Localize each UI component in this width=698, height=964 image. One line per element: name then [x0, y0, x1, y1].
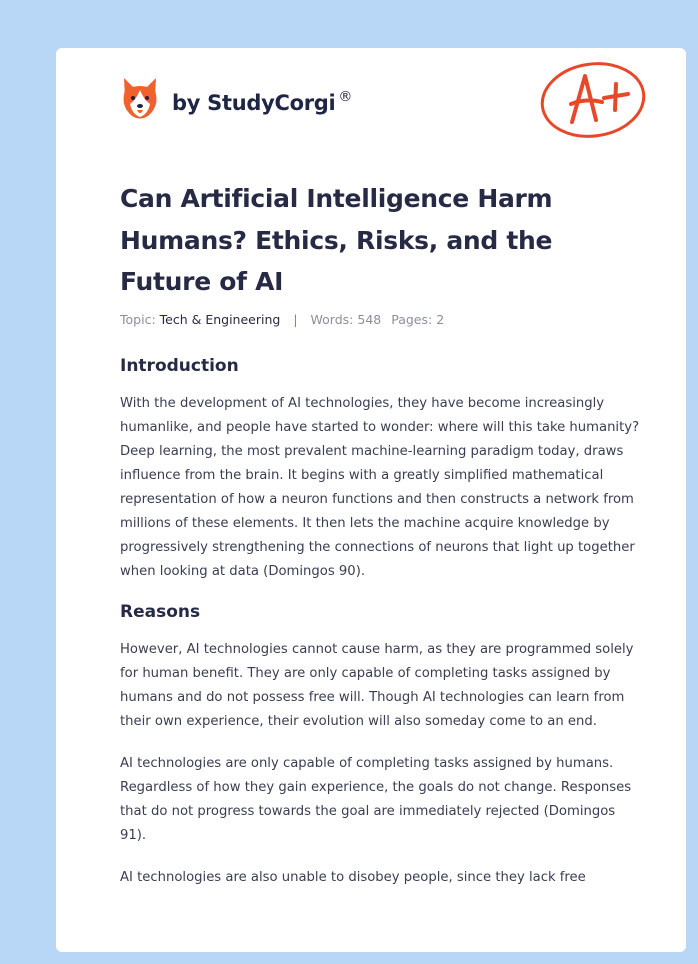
reasons-paragraph-2: AI technologies are only capable of completing tasks assigned by humans. Regardless of how they gain experience, the goals do not change. Responses that do not progress towards the goal are immediately rejected (Domingos 91). — [120, 756, 632, 843]
words-value: 548 — [357, 312, 382, 327]
brand-text: by StudyCorgi — [172, 91, 336, 115]
topic-label: Topic: — [120, 312, 156, 327]
site-header — [120, 74, 352, 124]
grade-badge-text: A+ — [538, 60, 540, 61]
pages-label: Pages: — [391, 312, 433, 327]
essay-body — [120, 348, 640, 890]
topic-link[interactable]: Tech & Engineering — [159, 312, 281, 327]
reasons-paragraph-1: However, AI technologies cannot cause harm, as they are programmed solely for human benefit. They are only capable of completing tasks assigned by humans and do not possess free will. Though AI technologies can learn from their own experience, their evolution will also someday come to an end. — [120, 642, 634, 729]
reasons-heading: Reasons — [120, 602, 201, 622]
registered-mark: ® — [338, 89, 353, 105]
reasons-paragraph-3: AI technologies are also unable to disobey people, since they lack free — [120, 870, 586, 885]
a-plus-grade-badge — [538, 60, 648, 140]
pages-value: 2 — [436, 312, 445, 327]
meta-separator: | — [293, 312, 298, 327]
words-label: Words: — [310, 312, 354, 327]
corgi-logo-icon[interactable] — [120, 76, 160, 122]
brand-name[interactable] — [172, 91, 352, 115]
document-page — [56, 48, 686, 952]
introduction-paragraph: With the development of AI technologies, they have become increasingly humanlike, and people have started to wonder: where will this take humanity? Deep learning, the most prevalent machine-learning paradigm today, draws influence from the brain. It begins with a greatly simplified mathematical representation of how a neuron functions and then constructs a network from millions of these elements. It then lets the machine acquire knowledge by progressively strengthening the connections of neurons that light up together when looking at data (Domingos 90). — [120, 396, 640, 579]
page-title: Can Artificial Intelligence Harm Humans? Ethics, Risks, and the Future of AI — [120, 184, 553, 296]
introduction-heading: Introduction — [120, 356, 239, 376]
document-meta — [120, 312, 444, 327]
